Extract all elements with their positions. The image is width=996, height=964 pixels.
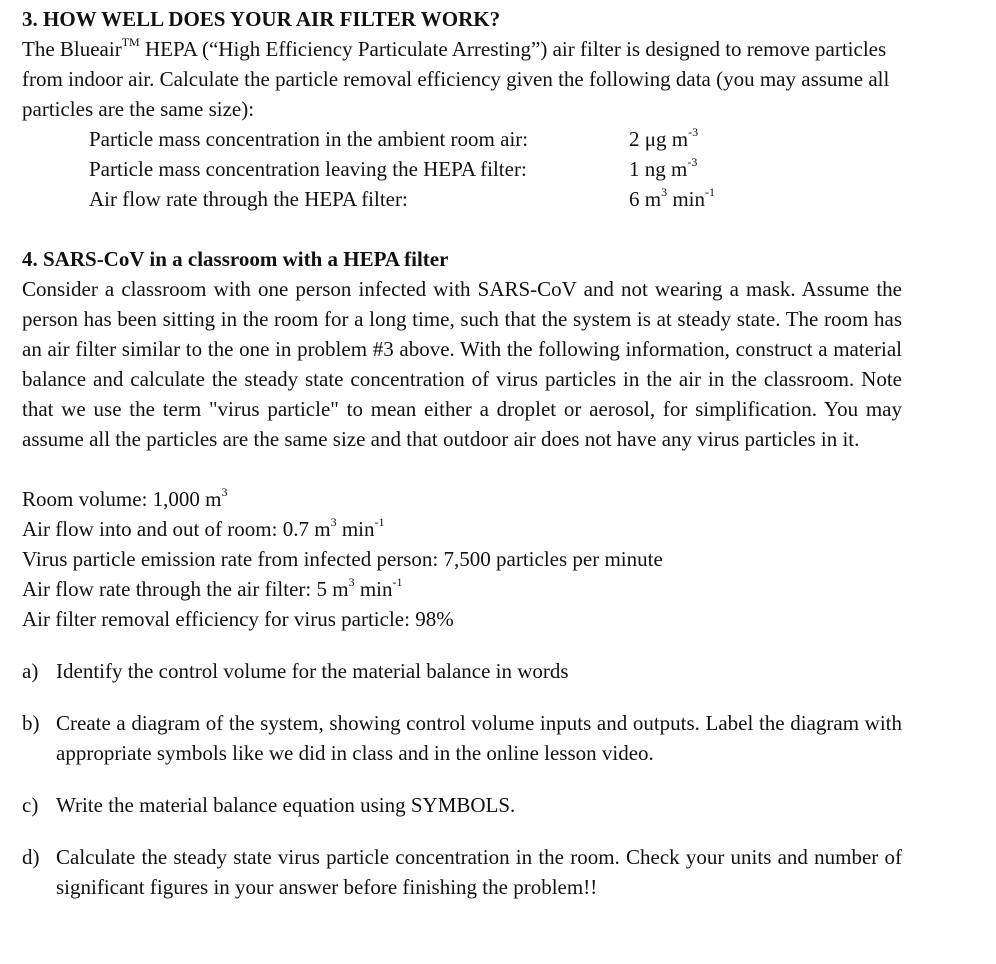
question-text: Write the material balance equation using SYMBOLS. <box>56 793 516 817</box>
given-text: min <box>354 577 393 601</box>
intro-rest: HEPA (“High Efficiency Particulate Arresting”) air filter is designed to remove particles from indoor air. Calculate the particle removal efficiency given the following data (you may assume all particles are the same size): <box>22 37 890 121</box>
given-exponent: 3 <box>348 575 355 589</box>
data-row-flow <box>89 184 749 214</box>
given-emission-rate: Virus particle emission rate from infected person: 7,500 particles per minute <box>22 547 663 571</box>
document-page <box>22 4 902 924</box>
data-value <box>629 124 749 154</box>
question-letter: d) <box>22 845 40 869</box>
problem-4-givens <box>22 484 902 634</box>
given-exponent: 3 <box>330 515 337 529</box>
problem-3-intro <box>22 34 902 124</box>
data-label: Particle mass concentration in the ambient room air: <box>89 127 529 151</box>
data-label: Air flow rate through the HEPA filter: <box>89 187 408 211</box>
value-text: 6 m <box>629 187 662 211</box>
given-filter-efficiency: Air filter removal efficiency for virus particle: 98% <box>22 607 454 631</box>
given-text: Air flow rate through the air filter: 5 m <box>22 577 349 601</box>
problem-3-heading: 3. HOW WELL DOES YOUR AIR FILTER WORK? <box>22 7 501 31</box>
value-text: 1 ng m <box>629 157 688 181</box>
given-filter-flow <box>22 574 902 604</box>
value-exponent: -3 <box>687 155 698 169</box>
value-exponent: 3 <box>661 185 668 199</box>
question-d <box>22 842 902 902</box>
question-a <box>22 656 902 686</box>
value-exponent: -3 <box>688 125 699 139</box>
given-air-flow <box>22 514 902 544</box>
given-exponent: -1 <box>374 515 385 529</box>
intro-prefix: The Blueair <box>22 37 122 61</box>
value-text: min <box>667 187 706 211</box>
question-text: Calculate the steady state virus particle concentration in the room. Check your units and number of significant figures in your answer before finishing the problem!! <box>56 845 902 899</box>
problem-4-body: Consider a classroom with one person infected with SARS-CoV and not wearing a mask. Assume the person has been sitting in the room for a long time, such that the system is at steady state. The room has an air filter similar to the one in problem #3 above. With the following information, construct a material balance and calculate the steady state concentration of virus particles in the air in the classroom. Note that we use the term "virus particle" to mean either a droplet or aerosol, for simplification. You may assume all the particles are the same size and that outdoor air does not have any virus particles in it. <box>22 277 902 451</box>
problem-3-data-table <box>89 124 749 214</box>
given-exponent: -1 <box>392 575 403 589</box>
problem-4-heading: 4. SARS-CoV in a classroom with a HEPA filter <box>22 247 449 271</box>
question-letter: c) <box>22 793 39 817</box>
question-text: Create a diagram of the system, showing control volume inputs and outputs. Label the diagram with appropriate symbols like we did in class and in the online lesson video. <box>56 711 902 765</box>
given-text: min <box>336 517 375 541</box>
data-value <box>629 154 749 184</box>
data-row-ambient <box>89 124 749 154</box>
question-c <box>22 790 902 820</box>
question-letter: a) <box>22 659 39 683</box>
given-text: Air flow into and out of room: 0.7 m <box>22 517 331 541</box>
question-b <box>22 708 902 768</box>
question-list <box>22 656 902 902</box>
data-value <box>629 184 749 214</box>
given-text: Room volume: 1,000 m <box>22 487 222 511</box>
given-exponent: 3 <box>221 485 228 499</box>
trademark-symbol: TM <box>121 35 140 49</box>
question-letter: b) <box>22 711 40 735</box>
question-text: Identify the control volume for the material balance in words <box>56 659 569 683</box>
data-label: Particle mass concentration leaving the HEPA filter: <box>89 157 527 181</box>
data-row-leaving <box>89 154 749 184</box>
value-text: 2 μg m <box>629 127 689 151</box>
value-exponent: -1 <box>705 185 716 199</box>
given-room-volume <box>22 484 902 514</box>
